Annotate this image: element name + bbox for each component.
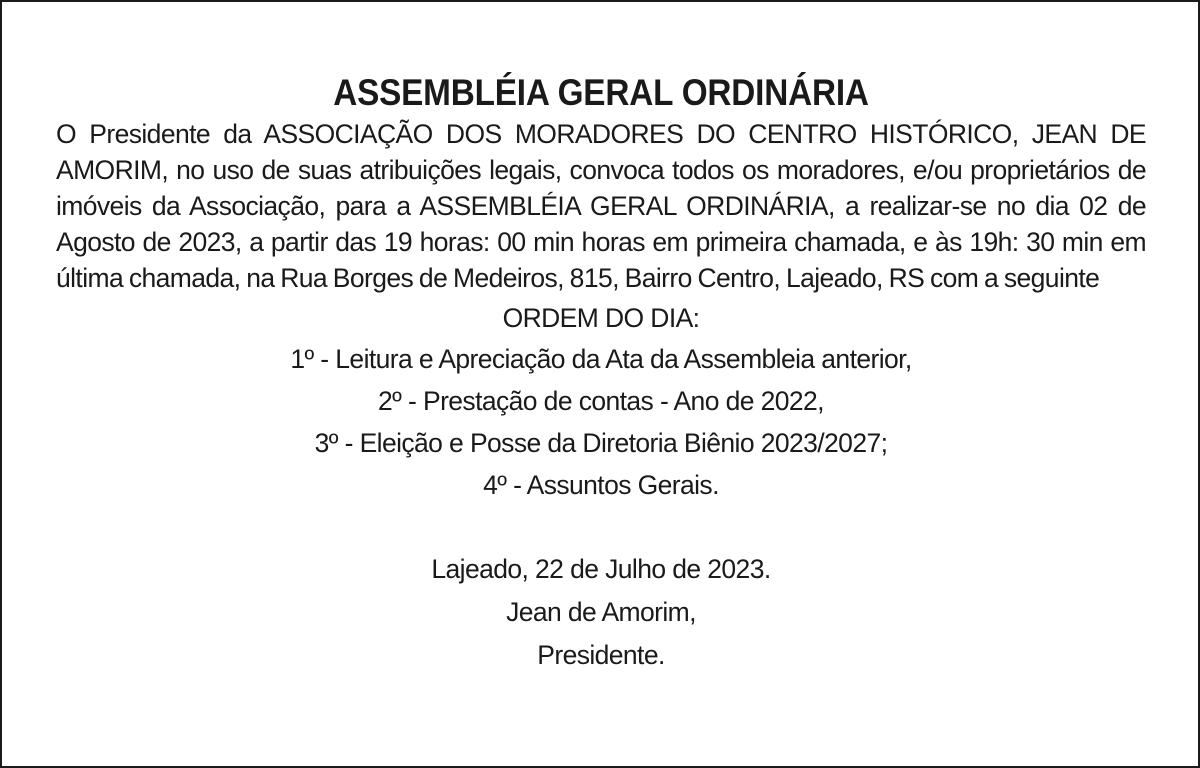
agenda-item: 2º - Prestação de contas - Ano de 2022, (378, 386, 824, 416)
signatory-role: Presidente. (537, 640, 665, 670)
agenda-heading: ORDEM DO DIA: (502, 303, 700, 333)
place-date: Lajeado, 22 de Julho de 2023. (431, 554, 771, 584)
agenda-list (56, 338, 1146, 506)
spacer (56, 506, 1146, 548)
notice-title: ASSEMBLÉIA GERAL ORDINÁRIA (333, 72, 869, 113)
agenda-item: 3º - Eleição e Posse da Diretoria Biênio 2023/2027; (314, 428, 888, 458)
notice-body: O Presidente da ASSOCIAÇÃO DOS MORADORES DO CENTRO HISTÓRICO, JEAN DE AMORIM, no uso de suas atribuições legais, convoca todos os moradores, e/ou proprietários de imóveis da Associação, para a ASSEMBLÉIA GERAL ORDINÁRIA, a realizar-se no dia 02 de Agosto de 2023, a partir das 19 horas: 00 min horas em primeira chamada, e às 19h: 30 min em última chamada, na Rua Borges de Medeiros, 815, Bairro Centro, Lajeado, RS com a seguinte (56, 119, 1146, 293)
signatory-name: Jean de Amorim, (506, 597, 696, 627)
agenda-item: 4º - Assuntos Gerais. (483, 470, 719, 500)
notice-content (56, 70, 1146, 677)
agenda-item: 1º - Leitura e Apreciação da Ata da Assembleia anterior, (290, 344, 912, 374)
